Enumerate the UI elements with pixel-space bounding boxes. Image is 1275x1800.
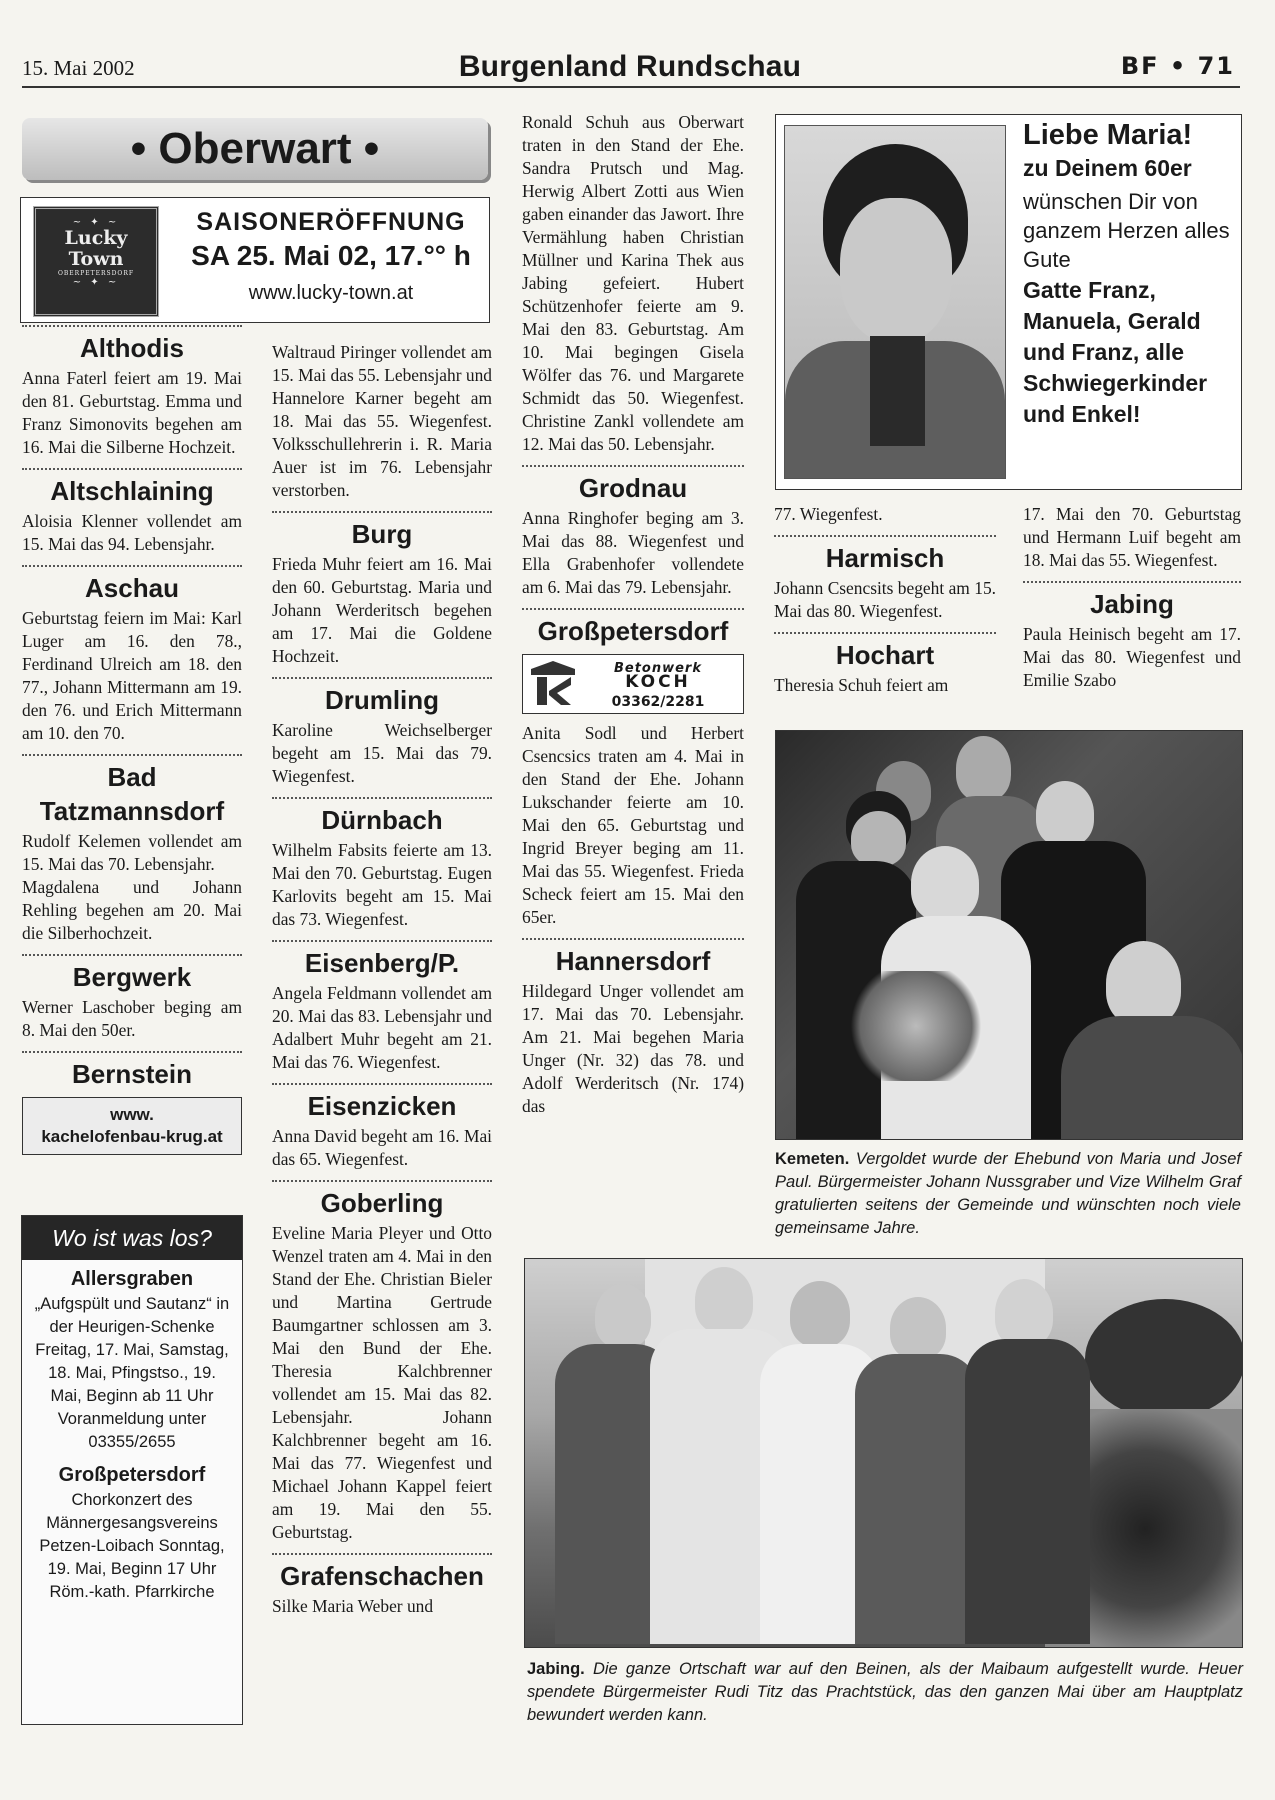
column-5 — [1023, 503, 1241, 692]
event-text: Chorkonzert des Männergesangsvereins Petzen-Loibach Sonntag, 19. Mai, Beginn 17 Uhr Röm.-kath. Pfarrkirche — [39, 1491, 225, 1601]
person — [890, 1297, 946, 1359]
article-text: Anna Ringhofer beging am 3. Mai das 88. Wiegenfest und Ella Grabenhofer vollendete am 6. Mai das 79. Lebensjahr. — [522, 508, 744, 597]
place-heading: Harmisch — [825, 543, 945, 573]
article-text: Wilhelm Fabsits feierte am 13. Mai den 70. Geburtstag. Eugen Karlovits begeht am 15. Mai das 73. Wiegenfest. — [272, 840, 492, 929]
article-text: Johann Csencsits begeht am 15. Mai das 80. Wiegenfest. — [774, 578, 996, 621]
place-heading: Hannersdorf — [555, 946, 711, 976]
person — [695, 1267, 753, 1333]
column-1 — [22, 325, 242, 1155]
article-text: Hildegard Unger vollendet am 17. Mai das 70. Lebensjahr. Am 21. Mai begehen Maria Unger (Nr. 32) das 78. und Adolf Werderitsch (Nr. 174) das — [522, 981, 744, 1116]
place-heading: Burg — [351, 519, 413, 549]
place-heading: Eisenberg/P. — [304, 948, 460, 978]
article-text: Frieda Muhr feiert am 16. Mai den 60. Geburtstag. Maria und Johann Werderitsch begehen am 17. Mai die Goldene Hochzeit. — [272, 554, 492, 666]
newspaper-title: Burgenland Rundschau — [458, 50, 802, 83]
article-text: 17. Mai den 70. Geburtstag und Hermann Luif begeht am 18. Mai das 55. Wiegenfest. — [1023, 504, 1241, 570]
header-rule — [22, 86, 1240, 88]
article-text: Werner Laschober beging am 8. Mai den 50er. — [22, 997, 242, 1040]
column-3 — [522, 111, 744, 1118]
events-box — [21, 1215, 243, 1725]
article-text: Waltraud Piringer vollendet am 15. Mai das 55. Lebensjahr und Hannelore Karner begeht am 18. Mai das 55. Wiegenfest. Volksschullehrerin i. R. Maria Auer ist im 76. Lebensjahr verstorben. — [272, 342, 492, 500]
person — [1106, 941, 1181, 1026]
event-text: „Aufgspült und Sautanz“ in der Heurigen-Schenke Freitag, 17. Mai, Samstag, 18. Mai, Pfingstso., 19. Mai, Beginn ab 11 Uhr Voranmeldung unter 03355/2655 — [34, 1295, 230, 1451]
place-heading: Grodnau — [578, 473, 688, 503]
ad-headline: SAISONERÖFFNUNG — [196, 208, 466, 236]
place-heading: Altschlaining — [50, 476, 214, 506]
person — [1036, 781, 1094, 846]
place-heading: Bergwerk — [72, 962, 192, 992]
article-text: Anna Faterl feiert am 19. Mai den 81. Geburtstag. Emma und Franz Simonovits begehen am 16. Mai die Silberne Hochzeit. — [22, 368, 242, 457]
ad-date: SA 25. Mai 02, 17.°° h — [191, 240, 471, 271]
person — [790, 1281, 850, 1347]
place-heading: Goberling — [320, 1188, 444, 1218]
article-text: Eveline Maria Pleyer und Otto Wenzel traten am 4. Mai in den Stand der Ehe. Christian Bieler und Martina Gertrude Baumgartner schlossen am 3. Mai den Bund der Ehe. Theresia Kalchbrenner vollendet am 15. Mai das 82. Lebensjahr. Johann Kalchbrenner begeht am 16. Mai das 77. Wiegenfest und Michael Johann Kappel feiert am 19. Mai den 55. Geburtstag. — [272, 1223, 492, 1542]
column-2 — [272, 341, 492, 1618]
article-text: Paula Heinisch begeht am 17. Mai das 80. Wiegenfest und Emilie Szabo — [1023, 624, 1241, 690]
greeting-title: Liebe Maria! — [1023, 119, 1193, 151]
koch-ad[interactable]: Betonwerk KOCH 03362/2281 — [522, 654, 744, 714]
article-text: Geburtstag feiern im Mai: Karl Luger am 16. den 78., Ferdinand Ulreich am 18. den 77., Johann Mittermann am 19. den 76. und Erich Mittermann am 10. den 70. — [22, 608, 242, 743]
article-text: Karoline Weichselberger begeht am 15. Mai das 79. Wiegenfest. — [272, 720, 492, 786]
article-text: Anna David begeht am 16. Mai das 65. Wiegenfest. — [272, 1126, 492, 1169]
place-heading: Drumling — [324, 685, 440, 715]
place-heading: Jabing — [1090, 589, 1174, 619]
person — [956, 736, 1011, 801]
place-heading: Althodis — [80, 333, 184, 363]
place-heading: Hochart — [835, 640, 935, 670]
event-heading: Großpetersdorf — [58, 1464, 206, 1486]
article-text: Angela Feldmann vollendet am 20. Mai das 83. Lebensjahr und Adalbert Muhr begeht am 21. Mai das 76. Wiegenfest. — [272, 983, 492, 1072]
place-heading: Aschau — [85, 573, 179, 603]
person — [595, 1284, 651, 1348]
koch-logo-icon — [531, 661, 575, 705]
place-heading: Bernstein — [72, 1059, 192, 1089]
kemeten-photo — [775, 730, 1243, 1140]
person — [911, 846, 979, 921]
event-heading: Allersgraben — [70, 1268, 194, 1290]
place-heading: Dürnbach — [321, 805, 443, 835]
person — [1061, 1016, 1243, 1140]
tree-background — [1085, 1299, 1243, 1419]
person — [855, 1354, 980, 1644]
page-number: BF • 71 — [1120, 52, 1235, 80]
portrait-face — [840, 198, 952, 343]
person — [995, 1279, 1053, 1347]
article-text: Silke Maria Weber und — [272, 1596, 434, 1616]
portrait-scarf — [870, 336, 925, 446]
greeting-line: wünschen Dir von ganzem Herzen alles Gute — [1023, 189, 1230, 272]
place-heading: Eisenzicken — [307, 1091, 457, 1121]
greeting-line: zu Deinem 60er — [1023, 155, 1192, 181]
place-heading: Grafenschachen — [280, 1561, 484, 1591]
lucky-town-ad — [20, 197, 490, 323]
jabing-caption: Jabing. Die ganze Ortschaft war auf den Beinen, als der Maibaum aufgestellt wurde. Heuer spendete Bürgermeister Rudi Titz das Prachtstück, das den ganzen Mai über am Hauptplatz bewundert werden kann. — [527, 1660, 1243, 1724]
flower-bouquet — [841, 971, 991, 1081]
portrait-photo — [784, 125, 1006, 479]
article-text: Magdalena und Johann Rehling begehen am 20. Mai die Silberhochzeit. — [22, 877, 242, 943]
article-text: Ronald Schuh aus Oberwart traten in den Stand der Ehe. Sandra Prutsch und Mag. Herwig Albert Zotti aus Wien gaben einander das Jawort. Ihre Vermählung haben Christian Müllner und Karina Thek aus Jabing gefeiert. Hubert Schützenhofer feierte am 9. Mai den 83. Geburtstag. Am 10. Mai begingen Gisela Wölfer das 76. und Margarete Schmidt das 50. Wiegenfest. Christine Zankl vollendete am 12. Mai das 50. Lebensjahr. — [522, 112, 744, 454]
person — [851, 811, 906, 866]
lucky-town-logo: ~ ✦ ~ Lucky Town OBERPETERSDORF ~ ✦ ~ — [33, 206, 159, 317]
place-heading: Großpetersdorf — [537, 616, 729, 646]
jabing-photo — [524, 1258, 1243, 1648]
article-text: Anita Sodl und Herbert Csencsics traten am 4. Mai in den Stand der Ehe. Johann Lukschander feierte am 10. Mai den 65. Geburtstag und Ingrid Breyer beging am 11. Mai das 55. Wiegenfest. Frieda Scheck feiert am 15. Mai den 65er. — [522, 723, 744, 927]
person — [965, 1339, 1090, 1644]
article-text: Rudolf Kelemen vollendet am 15. Mai das 70. Lebensjahr. — [22, 831, 242, 874]
section-banner — [22, 118, 488, 180]
issue-date: 15. Mai 2002 — [22, 56, 135, 80]
article-text: Aloisia Klenner vollendet am 15. Mai das 94. Lebensjahr. — [22, 511, 242, 554]
ad-url[interactable]: www.lucky-town.at — [248, 282, 414, 304]
article-text: 77. Wiegenfest. — [774, 504, 883, 524]
birthday-greeting-ad — [775, 114, 1242, 490]
section-title: • Oberwart • — [130, 124, 380, 173]
greeting-signature: Gatte Franz, Manuela, Gerald und Franz, alle Schwiegerkinder und Enkel! — [1023, 277, 1208, 427]
column-4 — [774, 503, 996, 697]
kemeten-caption: Kemeten. Vergoldet wurde der Ehebund von Maria und Josef Paul. Bürgermeister Johann Nussgraber und Vize Wilhelm Graf gratulierten seitens der Gemeinde und wünschten noch viele gemeinsame Jahre. — [775, 1150, 1241, 1237]
place-heading: Bad Tatzmannsdorf — [39, 762, 225, 826]
events-title: Wo ist was los? — [22, 1216, 242, 1260]
article-text: Theresia Schuh feiert am — [774, 675, 949, 695]
kachelofen-ad[interactable]: www. kachelofenbau-krug.at — [22, 1097, 242, 1155]
